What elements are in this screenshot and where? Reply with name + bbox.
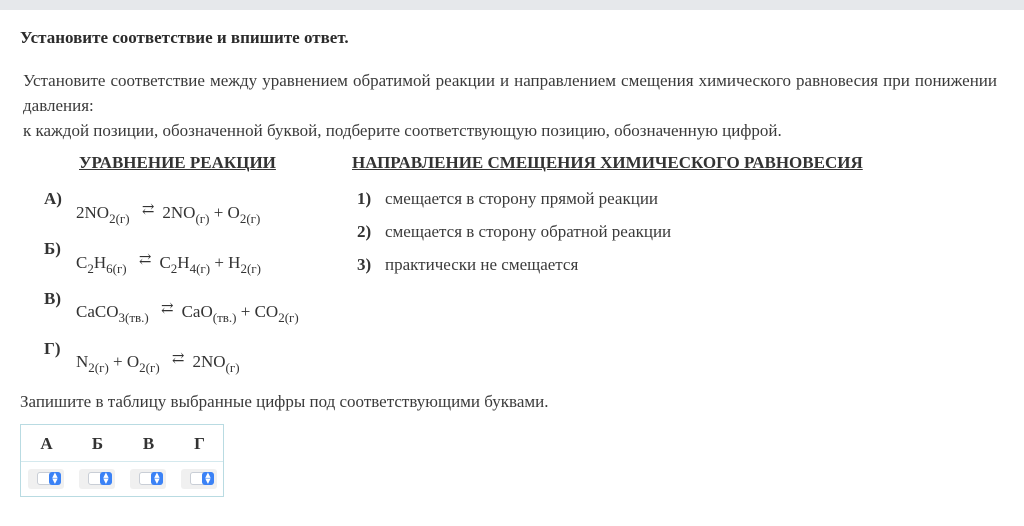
task-title: Установите соответствие и впишите ответ. [20,28,349,47]
right-column-header: НАПРАВЛЕНИЕ СМЕЩЕНИЯ ХИМИЧЕСКОГО РАВНОВЕСИЯ [352,153,863,172]
equilibrium-arrow-icon: ⇄ [171,351,185,367]
select-stepper-icon: ▲ ▼ [100,472,112,485]
equilibrium-arrow-icon: ⇄ [138,252,152,268]
column-header-c: В [142,434,155,453]
answer-select-c[interactable] [130,469,166,489]
select-stepper-icon: ▲ ▼ [49,472,61,485]
answer-select-b[interactable] [79,469,115,489]
option-number-3: 3) [357,255,372,274]
intro-paragraph-2: к каждой позиции, обозначенной буквой, подберите соответствующую позицию, обозначенную цифрой. [23,121,782,140]
column-header-a: А [40,434,53,453]
left-column-header: УРАВНЕНИЕ РЕАКЦИИ [79,153,276,172]
equilibrium-arrow-icon: ⇄ [141,202,155,218]
reaction-equation-b: $C_2H_{6(г)}$ ⇄ $C_2H_{4(г)} + H_{2(г)}$ [76,252,261,276]
reaction-equation-c: CaCO$_{3(тв.)}$ ⇄ $CaO_{(тв.)} + CO_{2(г)}$ [76,301,299,325]
top-bar [0,0,1024,10]
option-text-1: смещается в сторону прямой реакции [385,189,659,208]
column-header-b: Б [91,434,104,453]
reaction-equation-d: $N_{2(г)} + O_{2(г)}$ ⇄ $2NO_{(г)}$ [76,351,240,375]
reaction-letter-c: В) [44,289,61,308]
answer-instruction: Запишите в таблицу выбранные цифры под соответствующими буквами. [20,392,549,411]
equilibrium-arrow-icon: ⇄ [160,301,174,317]
reaction-letter-b: Б) [44,239,61,258]
select-stepper-icon: ▲ ▼ [151,472,163,485]
reaction-letter-d: Г) [44,339,61,358]
option-text-2: смещается в сторону обратной реакции [385,222,672,241]
option-text-3: практически не смещается [385,255,579,274]
task-intro [23,68,997,143]
intro-paragraph-1: Установите соответствие между уравнением обратимой реакции и направлением смещения химического равновесия при понижении давления: [23,71,997,115]
answer-table [20,424,224,497]
option-number-2: 2) [357,222,372,241]
option-number-1: 1) [357,189,372,208]
answer-select-d[interactable] [181,469,217,489]
reaction-letter-a: А) [44,189,62,208]
table-divider [21,461,223,462]
select-stepper-icon: ▲ ▼ [202,472,214,485]
answer-select-a[interactable] [28,469,64,489]
reaction-equation-a: $2NO_{2(г)}$ ⇄ $2NO_{(г)} + O_{2(г)}$ [76,202,261,226]
column-header-d: Г [194,434,205,453]
